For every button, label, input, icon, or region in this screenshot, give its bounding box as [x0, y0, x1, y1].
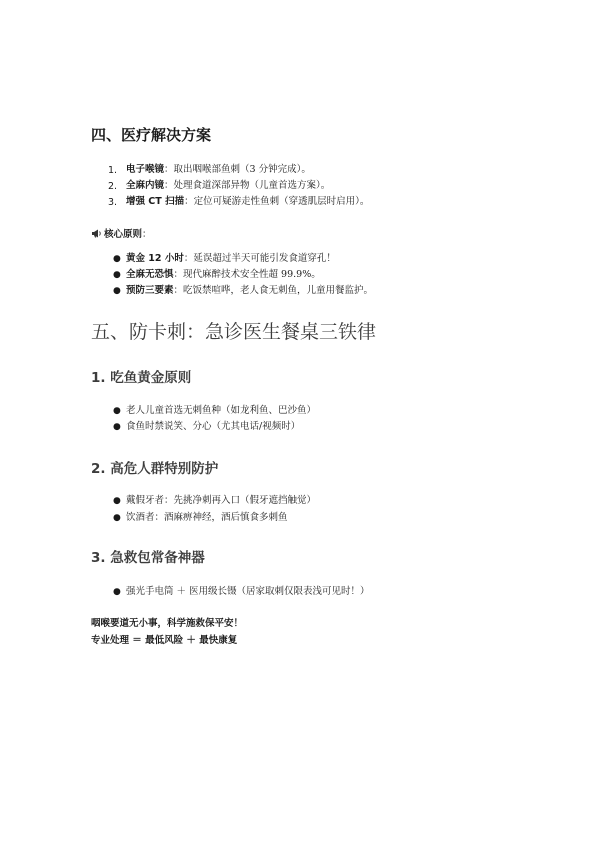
bullet-icon: ● [113, 496, 121, 506]
item-desc: ：现代麻醉技术安全性超 99.9%。 [173, 269, 321, 280]
list-item: 老人儿童首选无刺鱼种（如龙利鱼、巴沙鱼） [126, 405, 317, 416]
list-item: 强光手电筒 ＋ 医用级长镊（居家取刺仅限表浅可见时！） [126, 586, 370, 597]
list-item [126, 180, 330, 192]
bullet-icon: ● [113, 587, 121, 597]
item-term: 全麻内镜 [126, 180, 165, 191]
item-term: 全麻无恐惧 [126, 269, 174, 280]
item-term: 增强 CT 扫描 [126, 196, 185, 207]
sub1-title: 1. 吃鱼黄金原则 [91, 370, 192, 386]
list-item [126, 269, 321, 281]
item-desc: ：定位可疑游走性鱼刺（穿透肌层时启用）。 [184, 196, 370, 207]
list-item [126, 285, 373, 297]
list-item [126, 253, 336, 265]
megaphone-icon [91, 229, 102, 238]
bullet-icon: ● [113, 254, 121, 264]
list-number: 3. [108, 197, 118, 208]
list-number: 1. [108, 165, 118, 176]
sub3-title: 3. 急救包常备神器 [91, 550, 205, 566]
item-term: 电子喉镜 [126, 164, 165, 175]
list-item: 戴假牙者：先挑净刺再入口（假牙遮挡触觉） [126, 495, 317, 506]
item-desc: ：取出咽喉部鱼刺（3 分钟完成）。 [164, 164, 311, 175]
item-term: 预防三要素 [126, 285, 174, 296]
item-desc: ：吃饭禁喧哗，老人食无刺鱼，儿童用餐监护。 [173, 285, 374, 296]
principles-label: 核心原则： [91, 226, 152, 240]
bullet-icon: ● [113, 513, 121, 523]
list-number: 2. [108, 181, 118, 192]
section5-title: 五、防卡刺：急诊医生餐桌三铁律 [91, 321, 377, 343]
closing-line-2: 专业处理 ＝ 最低风险 ＋ 最快康复 [91, 635, 238, 646]
closing-line-1: 咽喉要道无小事，科学施救保平安！ [91, 618, 244, 629]
list-item: 食鱼时禁说笑、分心（尤其电话/视频时） [126, 421, 301, 432]
list-item [126, 196, 369, 208]
bullet-icon: ● [113, 286, 121, 296]
item-desc: ：延误超过半天可能引发食道穿孔！ [183, 253, 336, 264]
bullet-icon: ● [113, 270, 121, 280]
item-desc: ：处理食道深部异物（儿童首选方案）。 [164, 180, 331, 191]
bullet-icon: ● [113, 422, 121, 432]
list-item: 饮酒者：酒麻痹神经，酒后慎食多刺鱼 [126, 512, 288, 523]
bullet-icon: ● [113, 406, 121, 416]
section4-title: 四、医疗解决方案 [91, 126, 212, 144]
list-item [126, 164, 311, 176]
sub2-title: 2. 高危人群特别防护 [91, 461, 219, 477]
item-term: 黄金 12 小时 [126, 253, 184, 264]
